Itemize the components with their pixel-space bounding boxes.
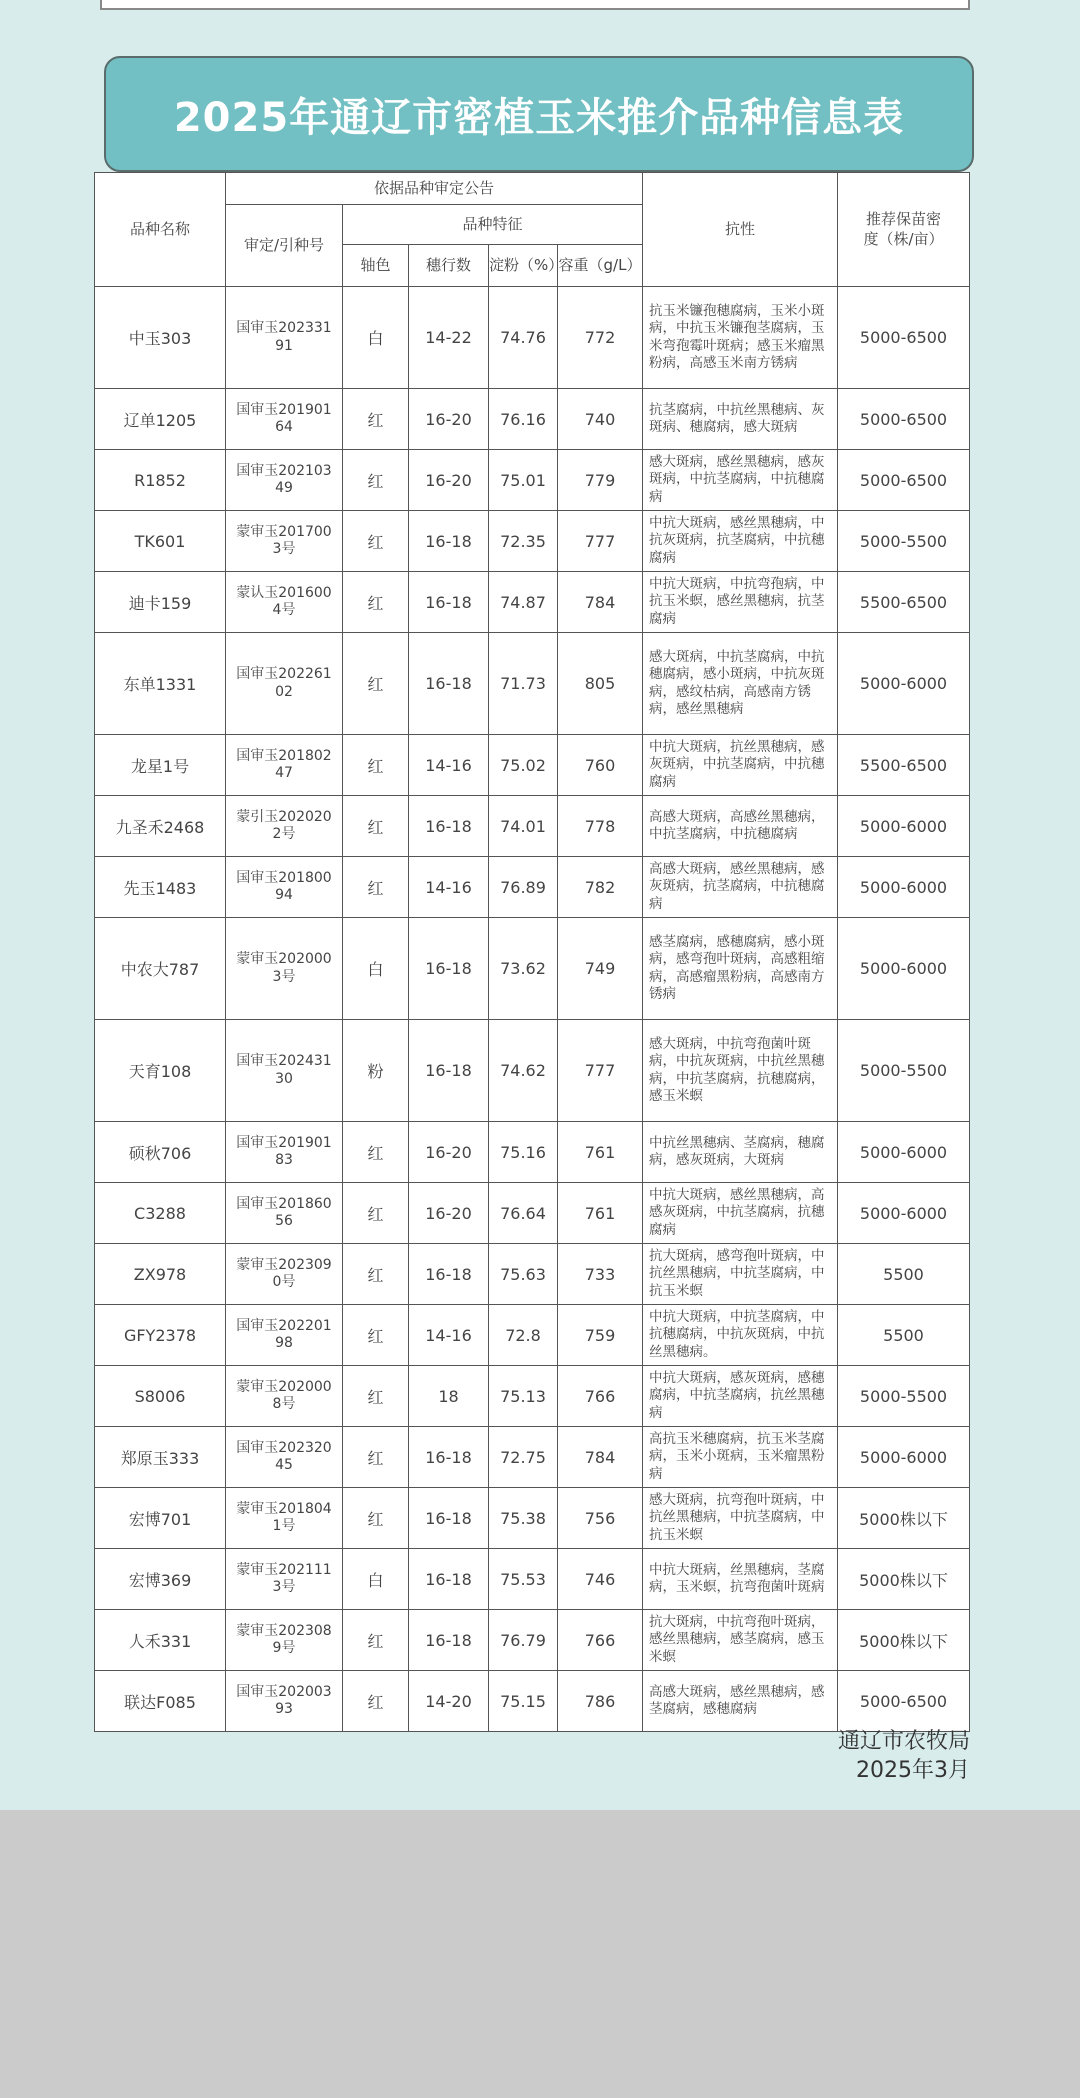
variety-name-cell: 人禾331 xyxy=(95,1610,226,1671)
density-weight-cell: 749 xyxy=(558,918,643,1020)
planting-density-cell: 5000-6000 xyxy=(838,633,970,735)
cob-color-cell: 红 xyxy=(343,1366,409,1427)
planting-density-cell: 5000-6000 xyxy=(838,1183,970,1244)
starch-cell: 75.02 xyxy=(489,735,558,796)
resistance-cell: 感大斑病，中抗茎腐病，中抗穗腐病，感小斑病，中抗灰斑病，感纹枯病，高感南方锈病，感丝黑穗病 xyxy=(643,633,838,735)
page-title: 2025年通辽市密植玉米推介品种信息表 xyxy=(173,94,905,141)
rows-per-ear-cell: 16-18 xyxy=(409,633,489,735)
density-weight-cell: 784 xyxy=(558,572,643,633)
starch-cell: 75.16 xyxy=(489,1122,558,1183)
resistance-cell: 感大斑病，中抗弯孢菌叶斑病，中抗灰斑病，中抗丝黑穗病，中抗茎腐病，抗穗腐病，感玉米螟 xyxy=(643,1020,838,1122)
density-weight-cell: 778 xyxy=(558,796,643,857)
table-row xyxy=(95,1244,970,1305)
approval-no-cell: 国审玉20190164 xyxy=(226,389,343,450)
approval-no-cell: 国审玉20233191 xyxy=(226,287,343,389)
footer-org: 通辽市农牧局 xyxy=(837,1729,970,1754)
rows-per-ear-cell: 18 xyxy=(409,1366,489,1427)
cob-color-cell: 红 xyxy=(343,1183,409,1244)
table-row xyxy=(95,918,970,1020)
header-approval-no: 审定/引种号 xyxy=(226,205,343,287)
planting-density-cell: 5000-6500 xyxy=(838,450,970,511)
resistance-cell: 抗茎腐病，中抗丝黑穗病、灰斑病、穗腐病，感大斑病 xyxy=(643,389,838,450)
table-row xyxy=(95,857,970,918)
density-weight-cell: 760 xyxy=(558,735,643,796)
starch-cell: 76.89 xyxy=(489,857,558,918)
rows-per-ear-cell: 16-18 xyxy=(409,796,489,857)
header-traits: 品种特征 xyxy=(343,205,643,245)
approval-no-cell: 蒙认玉2016004号 xyxy=(226,572,343,633)
planting-density-cell: 5000株以下 xyxy=(838,1549,970,1610)
starch-cell: 74.62 xyxy=(489,1020,558,1122)
rows-per-ear-cell: 14-20 xyxy=(409,1671,489,1732)
rows-per-ear-cell: 16-18 xyxy=(409,1020,489,1122)
resistance-cell: 中抗大斑病，感丝黑穗病，中抗灰斑病，抗茎腐病，中抗穗腐病 xyxy=(643,511,838,572)
rows-per-ear-cell: 16-20 xyxy=(409,1183,489,1244)
resistance-cell: 中抗大斑病，中抗弯孢病，中抗玉米螟，感丝黑穗病，抗茎腐病 xyxy=(643,572,838,633)
table-row xyxy=(95,1305,970,1366)
cob-color-cell: 红 xyxy=(343,511,409,572)
starch-cell: 75.13 xyxy=(489,1366,558,1427)
density-weight-cell: 777 xyxy=(558,1020,643,1122)
planting-density-cell: 5500-6500 xyxy=(838,572,970,633)
title-banner xyxy=(104,56,974,172)
header-variety: 品种名称 xyxy=(95,173,226,287)
resistance-cell: 高抗玉米穗腐病，抗玉米茎腐病，玉米小斑病，玉米瘤黑粉病 xyxy=(643,1427,838,1488)
rows-per-ear-cell: 16-18 xyxy=(409,1610,489,1671)
density-weight-cell: 740 xyxy=(558,389,643,450)
approval-no-cell: 国审玉20180247 xyxy=(226,735,343,796)
starch-cell: 76.64 xyxy=(489,1183,558,1244)
planting-density-cell: 5000-5500 xyxy=(838,1366,970,1427)
cob-color-cell: 红 xyxy=(343,450,409,511)
resistance-cell: 感大斑病，感丝黑穗病，感灰斑病，中抗茎腐病，中抗穗腐病 xyxy=(643,450,838,511)
rows-per-ear-cell: 16-18 xyxy=(409,1488,489,1549)
table-row xyxy=(95,1427,970,1488)
table-row xyxy=(95,1488,970,1549)
resistance-cell: 中抗丝黑穗病、茎腐病，穗腐病，感灰斑病，大斑病 xyxy=(643,1122,838,1183)
cob-color-cell: 红 xyxy=(343,389,409,450)
table-row xyxy=(95,1671,970,1732)
cob-color-cell: 白 xyxy=(343,1549,409,1610)
header-announcement: 依据品种审定公告 xyxy=(226,173,643,205)
rows-per-ear-cell: 16-18 xyxy=(409,918,489,1020)
planting-density-cell: 5000-6500 xyxy=(838,389,970,450)
starch-cell: 71.73 xyxy=(489,633,558,735)
density-weight-cell: 779 xyxy=(558,450,643,511)
density-weight-cell: 782 xyxy=(558,857,643,918)
starch-cell: 72.8 xyxy=(489,1305,558,1366)
table-row xyxy=(95,1122,970,1183)
cob-color-cell: 白 xyxy=(343,287,409,389)
planting-density-cell: 5000-6000 xyxy=(838,1427,970,1488)
approval-no-cell: 国审玉20220198 xyxy=(226,1305,343,1366)
density-weight-cell: 766 xyxy=(558,1366,643,1427)
variety-name-cell: 中玉303 xyxy=(95,287,226,389)
cob-color-cell: 红 xyxy=(343,1122,409,1183)
header-rows-per-ear: 穗行数 xyxy=(409,245,489,287)
planting-density-cell: 5000-5500 xyxy=(838,1020,970,1122)
rows-per-ear-cell: 16-18 xyxy=(409,1427,489,1488)
cob-color-cell: 白 xyxy=(343,918,409,1020)
approval-no-cell: 国审玉20232045 xyxy=(226,1427,343,1488)
table-row xyxy=(95,796,970,857)
cob-color-cell: 红 xyxy=(343,1488,409,1549)
variety-name-cell: ZX978 xyxy=(95,1244,226,1305)
table-row xyxy=(95,572,970,633)
density-weight-cell: 761 xyxy=(558,1122,643,1183)
starch-cell: 75.01 xyxy=(489,450,558,511)
variety-name-cell: C3288 xyxy=(95,1183,226,1244)
variety-table-container xyxy=(94,172,969,1732)
table-row xyxy=(95,1366,970,1427)
planting-density-cell: 5000-6000 xyxy=(838,796,970,857)
density-weight-cell: 772 xyxy=(558,287,643,389)
cob-color-cell: 红 xyxy=(343,1244,409,1305)
starch-cell: 76.16 xyxy=(489,389,558,450)
resistance-cell: 中抗大斑病，丝黑穗病，茎腐病，玉米螟，抗弯孢菌叶斑病 xyxy=(643,1549,838,1610)
variety-table xyxy=(94,172,970,1732)
variety-name-cell: S8006 xyxy=(95,1366,226,1427)
table-row xyxy=(95,735,970,796)
variety-name-cell: R1852 xyxy=(95,450,226,511)
resistance-cell: 抗大斑病，中抗弯孢叶斑病，感丝黑穗病，感茎腐病，感玉米螟 xyxy=(643,1610,838,1671)
header-starch: 淀粉（%） xyxy=(489,245,558,287)
table-row xyxy=(95,1183,970,1244)
approval-no-cell: 蒙审玉2020008号 xyxy=(226,1366,343,1427)
density-weight-cell: 784 xyxy=(558,1427,643,1488)
table-row xyxy=(95,389,970,450)
planting-density-cell: 5500-6500 xyxy=(838,735,970,796)
planting-density-cell: 5500 xyxy=(838,1305,970,1366)
resistance-cell: 中抗大斑病，抗丝黑穗病，感灰斑病，中抗茎腐病，中抗穗腐病 xyxy=(643,735,838,796)
starch-cell: 74.87 xyxy=(489,572,558,633)
resistance-cell: 抗大斑病，感弯孢叶斑病，中抗丝黑穗病，中抗茎腐病，中抗玉米螟 xyxy=(643,1244,838,1305)
cob-color-cell: 红 xyxy=(343,1671,409,1732)
variety-name-cell: TK601 xyxy=(95,511,226,572)
table-header xyxy=(95,173,970,287)
starch-cell: 72.35 xyxy=(489,511,558,572)
footer-date: 2025年3月 xyxy=(856,1757,970,1783)
resistance-cell: 中抗大斑病，感丝黑穗病，高感灰斑病，中抗茎腐病，抗穗腐病 xyxy=(643,1183,838,1244)
resistance-cell: 感茎腐病，感穗腐病，感小斑病，感弯孢叶斑病，高感粗缩病，高感瘤黑粉病，高感南方锈病 xyxy=(643,918,838,1020)
rows-per-ear-cell: 16-18 xyxy=(409,1244,489,1305)
resistance-cell: 高感大斑病，感丝黑穗病，感茎腐病，感穗腐病 xyxy=(643,1671,838,1732)
approval-no-cell: 蒙审玉2020003号 xyxy=(226,918,343,1020)
table-row xyxy=(95,511,970,572)
starch-cell: 76.79 xyxy=(489,1610,558,1671)
cob-color-cell: 粉 xyxy=(343,1020,409,1122)
approval-no-cell: 蒙审玉2021113号 xyxy=(226,1549,343,1610)
approval-no-cell: 蒙审玉2023090号 xyxy=(226,1244,343,1305)
cob-color-cell: 红 xyxy=(343,796,409,857)
cob-color-cell: 红 xyxy=(343,572,409,633)
starch-cell: 72.75 xyxy=(489,1427,558,1488)
density-weight-cell: 786 xyxy=(558,1671,643,1732)
resistance-cell: 感大斑病，抗弯孢叶斑病，中抗丝黑穗病，中抗茎腐病，中抗玉米螟 xyxy=(643,1488,838,1549)
variety-name-cell: 中农大787 xyxy=(95,918,226,1020)
density-weight-cell: 759 xyxy=(558,1305,643,1366)
rows-per-ear-cell: 14-16 xyxy=(409,735,489,796)
approval-no-cell: 蒙审玉2017003号 xyxy=(226,511,343,572)
table-row xyxy=(95,1610,970,1671)
table-row xyxy=(95,633,970,735)
approval-no-cell: 国审玉20180094 xyxy=(226,857,343,918)
starch-cell: 74.76 xyxy=(489,287,558,389)
planting-density-cell: 5000株以下 xyxy=(838,1610,970,1671)
header-density-weight: 容重（g/L） xyxy=(558,245,643,287)
variety-name-cell: 迪卡159 xyxy=(95,572,226,633)
rows-per-ear-cell: 14-16 xyxy=(409,1305,489,1366)
approval-no-cell: 国审玉20190183 xyxy=(226,1122,343,1183)
rows-per-ear-cell: 16-18 xyxy=(409,572,489,633)
header-resistance: 抗性 xyxy=(643,173,838,287)
planting-density-cell: 5500 xyxy=(838,1244,970,1305)
table-row xyxy=(95,287,970,389)
density-weight-cell: 746 xyxy=(558,1549,643,1610)
density-weight-cell: 805 xyxy=(558,633,643,735)
density-weight-cell: 766 xyxy=(558,1610,643,1671)
variety-name-cell: 天育108 xyxy=(95,1020,226,1122)
approval-no-cell: 国审玉20200393 xyxy=(226,1671,343,1732)
approval-no-cell: 国审玉20210349 xyxy=(226,450,343,511)
resistance-cell: 中抗大斑病，感灰斑病，感穗腐病，中抗茎腐病，抗丝黑穗病 xyxy=(643,1366,838,1427)
planting-density-cell: 5000株以下 xyxy=(838,1488,970,1549)
resistance-cell: 抗玉米镰孢穗腐病，玉米小斑病，中抗玉米镰孢茎腐病，玉米弯孢霉叶斑病；感玉米瘤黑粉病，高感玉米南方锈病 xyxy=(643,287,838,389)
density-weight-cell: 733 xyxy=(558,1244,643,1305)
header-planting-density: 推荐保苗密度（株/亩） xyxy=(838,173,970,287)
variety-name-cell: 联达F085 xyxy=(95,1671,226,1732)
table-row xyxy=(95,1549,970,1610)
rows-per-ear-cell: 16-20 xyxy=(409,389,489,450)
variety-name-cell: 九圣禾2468 xyxy=(95,796,226,857)
starch-cell: 75.63 xyxy=(489,1244,558,1305)
approval-no-cell: 国审玉20186056 xyxy=(226,1183,343,1244)
table-row xyxy=(95,1020,970,1122)
density-weight-cell: 777 xyxy=(558,511,643,572)
rows-per-ear-cell: 16-18 xyxy=(409,1549,489,1610)
starch-cell: 75.53 xyxy=(489,1549,558,1610)
starch-cell: 74.01 xyxy=(489,796,558,857)
approval-no-cell: 蒙引玉2020202号 xyxy=(226,796,343,857)
variety-name-cell: 宏博701 xyxy=(95,1488,226,1549)
variety-name-cell: 硕秋706 xyxy=(95,1122,226,1183)
approval-no-cell: 国审玉20226102 xyxy=(226,633,343,735)
planting-density-cell: 5000-6000 xyxy=(838,857,970,918)
planting-density-cell: 5000-5500 xyxy=(838,511,970,572)
density-weight-cell: 761 xyxy=(558,1183,643,1244)
resistance-cell: 高感大斑病，高感丝黑穗病，中抗茎腐病，中抗穗腐病 xyxy=(643,796,838,857)
variety-name-cell: GFY2378 xyxy=(95,1305,226,1366)
variety-name-cell: 辽单1205 xyxy=(95,389,226,450)
planting-density-cell: 5000-6000 xyxy=(838,918,970,1020)
planting-density-cell: 5000-6500 xyxy=(838,287,970,389)
resistance-cell: 中抗大斑病，中抗茎腐病，中抗穗腐病，中抗灰斑病，中抗丝黑穗病。 xyxy=(643,1305,838,1366)
cob-color-cell: 红 xyxy=(343,633,409,735)
rows-per-ear-cell: 16-20 xyxy=(409,1122,489,1183)
rows-per-ear-cell: 14-22 xyxy=(409,287,489,389)
table-body xyxy=(95,287,970,1732)
density-weight-cell: 756 xyxy=(558,1488,643,1549)
starch-cell: 75.38 xyxy=(489,1488,558,1549)
approval-no-cell: 国审玉20243130 xyxy=(226,1020,343,1122)
variety-name-cell: 先玉1483 xyxy=(95,857,226,918)
variety-name-cell: 宏博369 xyxy=(95,1549,226,1610)
cob-color-cell: 红 xyxy=(343,735,409,796)
approval-no-cell: 蒙审玉2018041号 xyxy=(226,1488,343,1549)
table-row xyxy=(95,450,970,511)
rows-per-ear-cell: 16-18 xyxy=(409,511,489,572)
starch-cell: 73.62 xyxy=(489,918,558,1020)
rows-per-ear-cell: 14-16 xyxy=(409,857,489,918)
cob-color-cell: 红 xyxy=(343,857,409,918)
cob-color-cell: 红 xyxy=(343,1305,409,1366)
cob-color-cell: 红 xyxy=(343,1427,409,1488)
starch-cell: 75.15 xyxy=(489,1671,558,1732)
footer xyxy=(838,1728,970,1785)
variety-name-cell: 东单1331 xyxy=(95,633,226,735)
resistance-cell: 高感大斑病，感丝黑穗病，感灰斑病，抗茎腐病，中抗穗腐病 xyxy=(643,857,838,918)
header-cob-color: 轴色 xyxy=(343,245,409,287)
variety-name-cell: 龙星1号 xyxy=(95,735,226,796)
planting-density-cell: 5000-6500 xyxy=(838,1671,970,1732)
rows-per-ear-cell: 16-20 xyxy=(409,450,489,511)
cob-color-cell: 红 xyxy=(343,1610,409,1671)
planting-density-cell: 5000-6000 xyxy=(838,1122,970,1183)
previous-section-edge xyxy=(100,0,970,10)
approval-no-cell: 蒙审玉2023089号 xyxy=(226,1610,343,1671)
variety-name-cell: 郑原玉333 xyxy=(95,1427,226,1488)
